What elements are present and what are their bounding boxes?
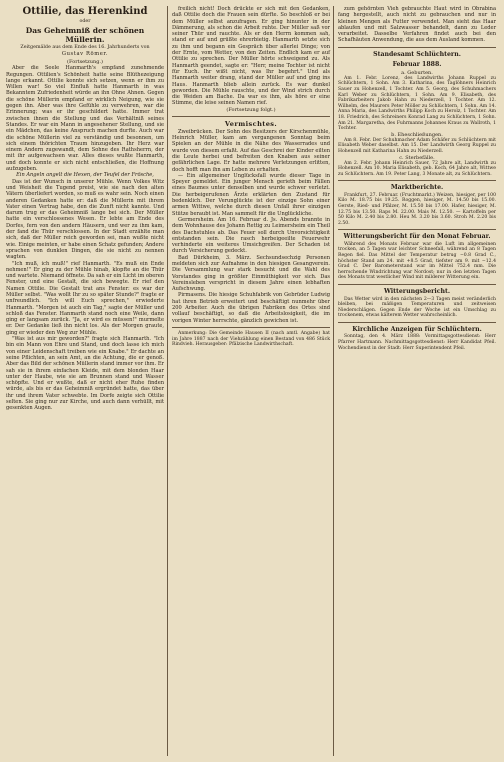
story-paragraph: "Was ist aus mir geworden?" fragte sich Hanmarth. "Ich bin ein Mann von Ehre und Stand, und doch lasse ich mich von einer Leidenschaft treiben wie ein Knabe." Er dachte an seine Pflichten, an sein Amt, an die Achtung, die er genoß. Aber das Bild der schönen Müllerin stand immer vor ihm. Er sah sie in ihrem einfachen Kleide, mit dem blonden Haar unter der Haube, wie sie am Brunnen stand und Wasser schöpfte. Und er wußte, daß er nicht eher Ruhe finden würde, als bis er das Geheimniß ergründet hatte, das über ihr und ihrem Vater schwebte. Im Dorfe zeigte sich Ottilie selten. Sie ging nur zur Kirche, und auch dann verhüllt, mit gesenkten Augen. xyxy=(6,336,164,412)
section-heading-weather: Witterungsbericht für den Monat Februar. xyxy=(343,233,491,241)
registry-entries: Am 1. Febr. Lorenz, des Landwirths Johann Ruppel zu Schlüchtern, 1 Sohn. Am 3. Katharina, des Taglöhners Heinrich Sauer zu Hohenzell, 1 Tochter. Am 5. Georg, des Schuhmachers Karl Weber zu Schlüchtern, 1 Sohn. Am 9. Elisabeth, des Fabrikarbeiters Jakob Hahn zu Niederzell, 1 Tochter. Am 12. Wilhelm, des Maurers Peter Möller zu Schlüchtern, 1 Sohn. Am 14. Anna Maria, des Landwirths Philipp Koch zu Herolz, 1 Tochter. Am 18. Friedrich, des Schreiners Konrad Lang zu Schlüchtern, 1 Sohn. Am 21. Margaretha, des Fuhrmanns Johannes Kraus zu Wallroth, 1 Tochter. xyxy=(338,75,496,132)
story-title: Ottilie, das Herenkind xyxy=(22,6,148,17)
section-divider xyxy=(172,116,330,117)
story-paragraph: zum gehörnten Vieh gebrauchte Haut wird in Obrabina fang hergestellt, auch nicht zu gebrauchen und nur in kleinen Mengen als Futter verwendet. Man sieht das Haar ablaufen und mit Salzwasser behandelt, dann zu Leder verarbeitet. Dasselbe Verfahren findet auch bei den Schafhäuten Anwendung, die aus dem Ausland kommen. xyxy=(338,6,496,44)
story-paragraph: freilich nicht! Doch drückte er sich mit den Gedanken, daß Ottilie doch die Frauen sein dürfte. So beschloß er bei dem Müller selbst anzufragen. Er ging hinunter in der Dämmerung, als schon die Arbeit ruhte. Der Müller saß vor seiner Thür und rauchte. Als er den Herrn kommen sah, stand er auf und grüßte ehrerbietig. Hanmarth setzte sich zu ihm und begann ein Gespräch über allerlei Dinge; von der Ernte, vom Wetter, von den Zeiten. Endlich kam er auf Ottilie zu sprechen. Der Müller hörte schweigend zu. Als Hanmarth geendet, sagte er: "Herr, meine Tochter ist nicht für Euch. Ihr wißt nicht, was Ihr begehrt." Und als Hanmarth weiter drang, stand der Müller auf und ging ins Haus. Hanmarth blieb allein zurück. Es war dunkel geworden. Die Mühle rauschte, und der Wind strich durch die Weiden am Bache. Da war es ihm, als höre er eine Stimme, die leise seinen Namen rief. xyxy=(172,6,330,107)
news-item: — Ein allgemeiner Unglücksfall wurde dieser Tage in Speyer gemeldet. Ein junger Mensch gerieth beim Fällen eines Baumes unter denselben und wurde schwer verletzt. Die herbeigerufenen Ärzte erklärten den Zustand für bedenklich. Der Verunglückte ist der einzige Sohn einer armen Wittwe, welche durch diesen Unfall ihrer einzigen Stütze beraubt ist. Man sammelt für die Unglückliche. xyxy=(172,172,330,217)
registry-subheading: a. Geburten. xyxy=(401,69,433,76)
column-miscellaneous xyxy=(172,6,330,348)
continuation-note: (Fortsetzung.) xyxy=(67,59,103,66)
section-divider xyxy=(338,47,496,48)
section-heading-vermischtes: Vermischtes. xyxy=(224,119,278,128)
section-divider xyxy=(338,180,496,181)
weather-forecast: Das Wetter wird in den nächsten 2—3 Tagen meist veränderlich bleiben, bei mäßigen Temperaturen und zeitweisen Niederschlägen. Gegen Ende der Woche ist ein Umschlag zu trockenem, etwas kälterem Wetter wahrscheinlich. xyxy=(338,296,496,319)
registry-month: Februar 1888. xyxy=(392,61,442,69)
story-subtitle: Das Geheimniß der schönen Müllerin. xyxy=(25,26,145,44)
story-tagline: Zeitgemälde aus dem Ende des 16. Jahrhunderts von xyxy=(20,45,150,50)
column-divider xyxy=(333,6,334,756)
section-heading-standesamt: Standesamt Schlüchtern. xyxy=(373,50,461,58)
registry-entries: Am 8. Febr. Der Schuhmacher Adam Schäfer zu Schlüchtern mit Elisabeth Weber daselbst. Am 15. Der Landwirth Georg Ruppel zu Hohenzell mit Katharina Hahn zu Niederzell. xyxy=(338,137,496,154)
section-divider xyxy=(338,229,496,230)
news-item: Zweibrücken. Der Sohn des Besitzers der Kirschenmühle, Heinrich Müller, kam am vergangenen Sonntag beim Spielen an der Mühle in die Nähe des Wasserrades und wurde von diesem erfaßt. Auf das Geschrei der Kinder eilten die Leute herbei und befreiten den Knaben aus seiner gefährlichen Lage. Er hatte mehrere Verletzungen erlitten, doch hofft man ihn am Leben zu erhalten. xyxy=(172,128,330,173)
market-report: Frankfurt, 27. Februar. (Fruchtmarkt.) Weizen, hiesiger, per 100 Kilo M. 18.75 bis 19.25. Roggen, hiesiger, M. 14.50 bis 15.00. Gerste, Ried- und Pfälzer, M. 15.50 bis 17.00. Hafer, hiesiger, M. 12.75 bis 13.50. Raps M. 22.00. Mais M. 12.50. — Kartoffeln per 50 Kilo M. 2.40 bis 2.80. Heu M. 3.20 bis 3.60. Stroh M. 2.20 bis 2.50. xyxy=(338,192,496,226)
story-paragraph: "Ich muß, ich muß!" rief Hanmarth. "Es muß ein Ende nehmen!" Er ging zu der Mühle hinab, klopfte an die Thür und wartete. Niemand öffnete. Da sah er ein Licht im oberen Fenster, und eine Gestalt, die sich bewegte. Er rief den Namen Ottilie. Die Gestalt trat ans Fenster: es war der Müller selbst. "Was wollt Ihr zu so später Stunde?" fragte er unfreundlich. "Ich will Euch sprechen," erwiederte Hanmarth. "Morgen ist auch ein Tag," sagte der Müller und schloß das Fenster. Hanmarth stand noch eine Weile, dann ging er langsam zurück. "Ja, er wird es müssen!" murmelte er. Der Gedanke ließ ihn nicht los. Als der Morgen graute, ging er wieder den Weg zur Mühle. xyxy=(6,260,164,336)
column-divider xyxy=(167,6,168,756)
story-paragraph: Aber die Seele Hanmarth's empfand zunehmende Regungen. Ottilien's Schönheit hatte seine Blüthezeigung lange erkannt. Ottilie konnte sich setzen, wenn er ihm zu Willen war! So viel Einfluß hatte Hanmarth in was Bekanntem Zufriedenheit würde an ihn Ohne Ahnen. Gegen die schöne Müllerin empfand er wirklich Neigung, wie sie gegen ihn. Aber was ihre Gefühle zu verwehren, war die Erinnerung; was er ihr geschildert hatte. Immer trat zwischen ihnen die Stellung und das Verhältniß seines Standes. Er war ein Mann in angesehener Stellung, und sie ein Mädchen, das keine Anspruch machen durfte. Auch war die schöne Müllerin viel zu verständig und besonnen, um sich einem thörichten Traum hinzugeben. Ihr Herz war einem Andern zugewandt, dem Sohne des Rathsherrn, der mit ihr aufgewachsen war. Alles dieses wußte Hanmarth, und doch konnte er sich nicht entschließen, die Hoffnung aufzugeben. xyxy=(6,65,164,173)
section-divider xyxy=(338,284,496,285)
registry-entries: Am 2. Febr. Johann Heinrich Sauer, 72 Jahre alt, Landwirth zu Hohenzell. Am 10. Maria Elisabeth, geb. Koch, 64 Jahre alt, Wittwe zu Schlüchtern. Am 19. Peter Lang, 3 Monate alt, zu Schlüchtern. xyxy=(338,160,496,177)
story-author: Gustav Römer. xyxy=(61,51,109,57)
story-quote: Ein Angeln angelt die Hexen, der Teufel der Frösche, xyxy=(16,172,154,179)
story-paragraph: Das ist der Wunsch in unserer Mühle. Wenn Volkes Witz und Weisheit die Tugend preist, wie sie nach den alten Vätern überliefert worden, so muß es wahr sein. Noch einen anderen Gedanken hatte er: daß die Müllerin mit ihrem Vater einen Vertrag habe, den die Zunft nicht kannte. Und darum trug er das Geheimniß lange bei sich. Der Müller hatte ein verschlossenes Wesen. Er lebte am Ende des Dorfes, fern von den andern Häusern, und wer zu ihm kam, der fand die Thür verschlossen. In der Stadt erzählte man sich, daß der Müller reich geworden sei, man wußte nicht wie. Einige meinten, er habe einen Schatz gefunden; Andere sprachen von dunklen Dingen, die sie nicht zu nennen wagten. xyxy=(6,178,164,261)
column-serial-story xyxy=(6,6,164,412)
section-divider xyxy=(172,327,330,328)
column-registry-reports xyxy=(338,6,496,351)
section-heading-weather-forecast: Witterungsbericht. xyxy=(383,288,451,295)
news-item: Bad Dürkheim, 3. März. Sechsundsechzig Personen meldeten sich zur Aufnahme in den hiesigen Gesangverein. Die Versammlung war stark besucht und die Wahl des Vorstandes ging in größter Einmüthigkeit vor sich. Das Vereinsleben verspricht in diesem Jahre einen lebhaften Aufschwung. xyxy=(172,254,330,293)
footnote: Anmerkung: Die Gemeinde Hausen II (nach amtl. Angabe) hat im Jahre 1887 nach der Viehzählung einen Bestand von 486 Stück Rindvieh. Herausgeber: Pfälzische Landwirthschaft. xyxy=(172,330,330,348)
continuation-note: (Fortsetzung folgt.) xyxy=(226,106,276,113)
section-heading-church: Kirchliche Anzeigen für Schlüchtern. xyxy=(352,325,482,333)
section-heading-markets: Marktberichte. xyxy=(390,184,444,192)
registry-subheading: c. Sterbefälle. xyxy=(399,154,435,161)
news-item: Pirmasens. Die hiesige Schuhfabrik von Gebrüder Ludwig hat ihren Betrieb erweitert und beschäftigt nunmehr über 200 Arbeiter. Auch die übrigen Fabriken des Ortes sind vollauf beschäftigt, so daß die Arbeitslosigkeit, die im vorigen Winter herrschte, gänzlich gewichen ist. xyxy=(172,292,330,324)
registry-subheading: b. Eheschließungen. xyxy=(391,131,443,138)
church-notices: Sonntag, den 4. März 1888: Vormittagsgottesdienst: Herr Pfarrer Hartmann. Nachmittagsgottesdienst: Herr Kandidat Pfeil. Wochendienst in der Stadt: Herr Superintendent Pfeil. xyxy=(338,334,496,351)
section-divider xyxy=(338,322,496,323)
weather-report: Während des Monats Februar war die Luft im allgemeinen trocken, an 5 Tagen war leichter Schneefall, während an 8 Tagen Regen fiel. Das Mittel der Temperatur betrug −0.8 Grad C., höchster Stand am 24. mit +8.5 Grad, tiefster am 9. mit −12.4 Grad C. Der Barometerstand war im Mittel 752.4 mm. Die herrschende Windrichtung war Nordost; nur in den letzten Tagen des Monats trat westlicher Wind mit milderer Witterung ein. xyxy=(338,241,496,281)
news-item: Germersheim. Am 16. Februar d. Js. Abends brannte in dem Wohnhause des Johann Rettig zu Leimersheim ein Theil des Dachstuhles ab. Das Feuer soll durch Unvorsichtigkeit entstanden sein. Die rasch herbeigeeilte Feuerwehr verhinderte ein weiteres Umsichgreifen. Der Schaden ist durch Versicherung gedeckt. xyxy=(172,216,330,255)
story-title-connector: oder xyxy=(79,19,91,24)
